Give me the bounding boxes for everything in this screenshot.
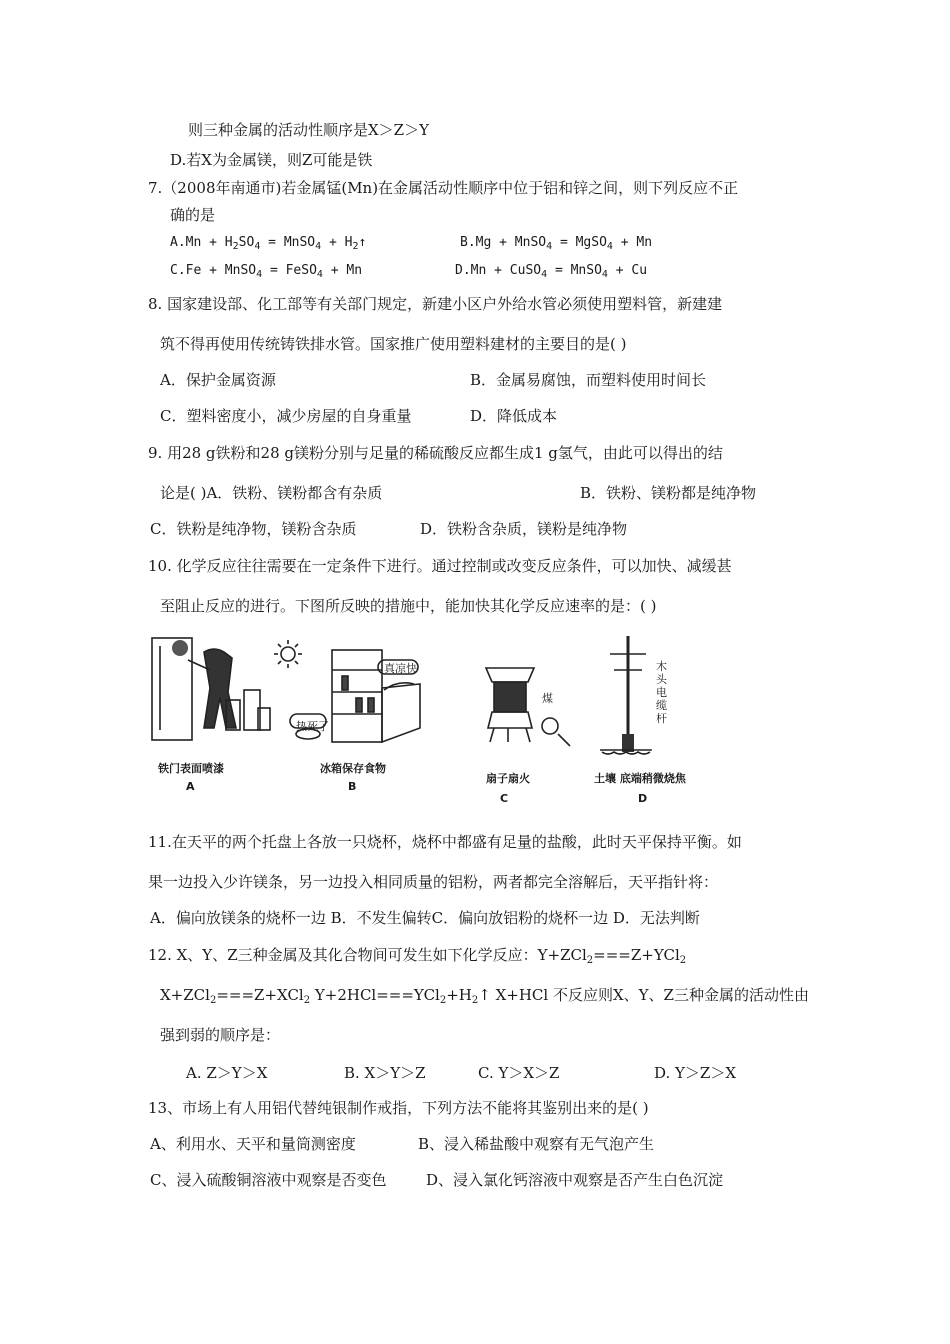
q6-conclusion: 则三种金属的活动性顺序是X＞Z＞Y [188, 121, 430, 139]
q12-option-d: D. Y＞Z＞X [654, 1064, 737, 1082]
q12-option-a: A. Z＞Y＞X [186, 1064, 268, 1082]
q13-option-b: B、浸入稀盐酸中观察有无气泡产生 [418, 1135, 655, 1153]
stove-scene [486, 668, 570, 746]
q8-option-b: B．金属易腐蚀，而塑料使用时间长 [470, 371, 707, 389]
q12-reactions: X+ZCl$_2$===Z+XCl$_2$ $Y+2HCl===YCl_2+H_2↑$ X+HCl 不反应则X、Y、Z三种金属的活动性由 [160, 986, 809, 1006]
q13-option-d: D、浸入氯化钙溶液中观察是否产生白色沉淀 [426, 1171, 724, 1189]
q12-option-c: C. Y＞X＞Z [478, 1064, 560, 1082]
q12-stem-cont: 强到弱的顺序是： [160, 1026, 281, 1044]
q6-option-d: D.若X为金属镁，则Z可能是铁 [170, 151, 373, 169]
q10-stem: 10. 化学反应往往需要在一定条件下进行。通过控制或改变反应条件，可以加快、减缓甚 [148, 557, 732, 575]
label-pole: 木头电缆杆 [656, 660, 667, 725]
caption-b: 冰箱保存食物 [320, 762, 386, 775]
q7-stem-cont: 确的是 [170, 206, 216, 224]
letter-c: C [500, 792, 509, 805]
q9-stem: 9. 用28 g铁粉和28 g镁粉分别与足量的稀硫酸反应都生成1 g氢气，由此可以得出的结 [148, 444, 723, 462]
letter-d: D [638, 792, 648, 805]
label-coal: 煤 [542, 692, 553, 705]
q9-stem-cont: 论是( )A．铁粉、镁粉都含有杂质 [160, 484, 383, 502]
q10-stem-cont: 至阻止反应的进行。下图所反映的措施中，能加快其化学反应速率的是：( ) [160, 597, 657, 615]
q7-stem: 7.（2008年南通市)若金属锰(Mn)在金属活动性顺序中位于铝和锌之间，则下列反应不正 [148, 179, 739, 197]
q11-options: A．偏向放镁条的烧杯一边 B．不发生偏转C．偏向放铝粉的烧杯一边 D．无法判断 [150, 909, 700, 927]
q13-stem: 13、市场上有人用铝代替纯银制作戒指，下列方法不能将其鉴别出来的是( ) [148, 1099, 649, 1117]
bubble-hot: 热死了 [296, 720, 329, 733]
q12-option-b: B. X＞Y＞Z [344, 1064, 426, 1082]
letter-b: B [348, 780, 357, 793]
q12-stem: 12. X、Y、Z三种金属及其化合物间可发生如下化学反应：Y+ZCl$_2$===Z+YCl$_2$ [148, 946, 687, 966]
q11-stem: 11.在天平的两个托盘上各放一只烧杯，烧杯中都盛有足量的盐酸，此时天平保持平衡。如 [148, 833, 742, 851]
q8-option-d: D．降低成本 [470, 407, 558, 425]
q13-option-a: A、利用水、天平和量筒测密度 [150, 1135, 356, 1153]
q7-option-a: $A.Mn + H_2SO_4$ = MnSO$_4$ + $H_2↑$ [170, 235, 367, 252]
sun-icon [274, 640, 302, 668]
letter-a: A [186, 780, 195, 793]
pole-scene [600, 636, 652, 754]
q9-option-b: B．铁粉、镁粉都是纯净物 [580, 484, 757, 502]
door-painting-scene [152, 638, 270, 740]
bubble-cool: 真凉快 [384, 662, 417, 675]
q9-option-d: D．铁粉含杂质，镁粉是纯净物 [420, 520, 628, 538]
q7-option-c: C.Fe + MnSO$_4$ = FeSO$_4$ + Mn [170, 263, 363, 280]
q7-option-d: D.Mn + CuSO$_4$ = MnSO$_4$ + Cu [455, 263, 648, 280]
q8-option-a: A．保护金属资源 [160, 371, 276, 389]
caption-a: 铁门表面喷漆 [158, 762, 224, 775]
q13-option-c: C、浸入硫酸铜溶液中观察是否变色 [150, 1171, 387, 1189]
q8-option-c: C．塑料密度小，减少房屋的自身重量 [160, 407, 412, 425]
q7-option-b: B.Mg + MnSO$_4$ = MgSO$_4$ + Mn [460, 235, 653, 252]
q11-stem-cont: 果一边投入少许镁条，另一边投入相同质量的铝粉，两者都完全溶解后，天平指针将： [148, 873, 719, 891]
q8-stem-cont: 筑不得再使用传统铸铁排水管。国家推广使用塑料建材的主要目的是( ) [160, 335, 627, 353]
caption-d: 土壤 底端稍微烧焦 [594, 772, 686, 785]
q10-figure [148, 630, 688, 810]
q8-stem: 8. 国家建设部、化工部等有关部门规定，新建小区户外给水管必须使用塑料管，新建建 [148, 295, 723, 313]
caption-c: 扇子扇火 [486, 772, 530, 785]
q9-option-c: C．铁粉是纯净物，镁粉含杂质 [150, 520, 357, 538]
